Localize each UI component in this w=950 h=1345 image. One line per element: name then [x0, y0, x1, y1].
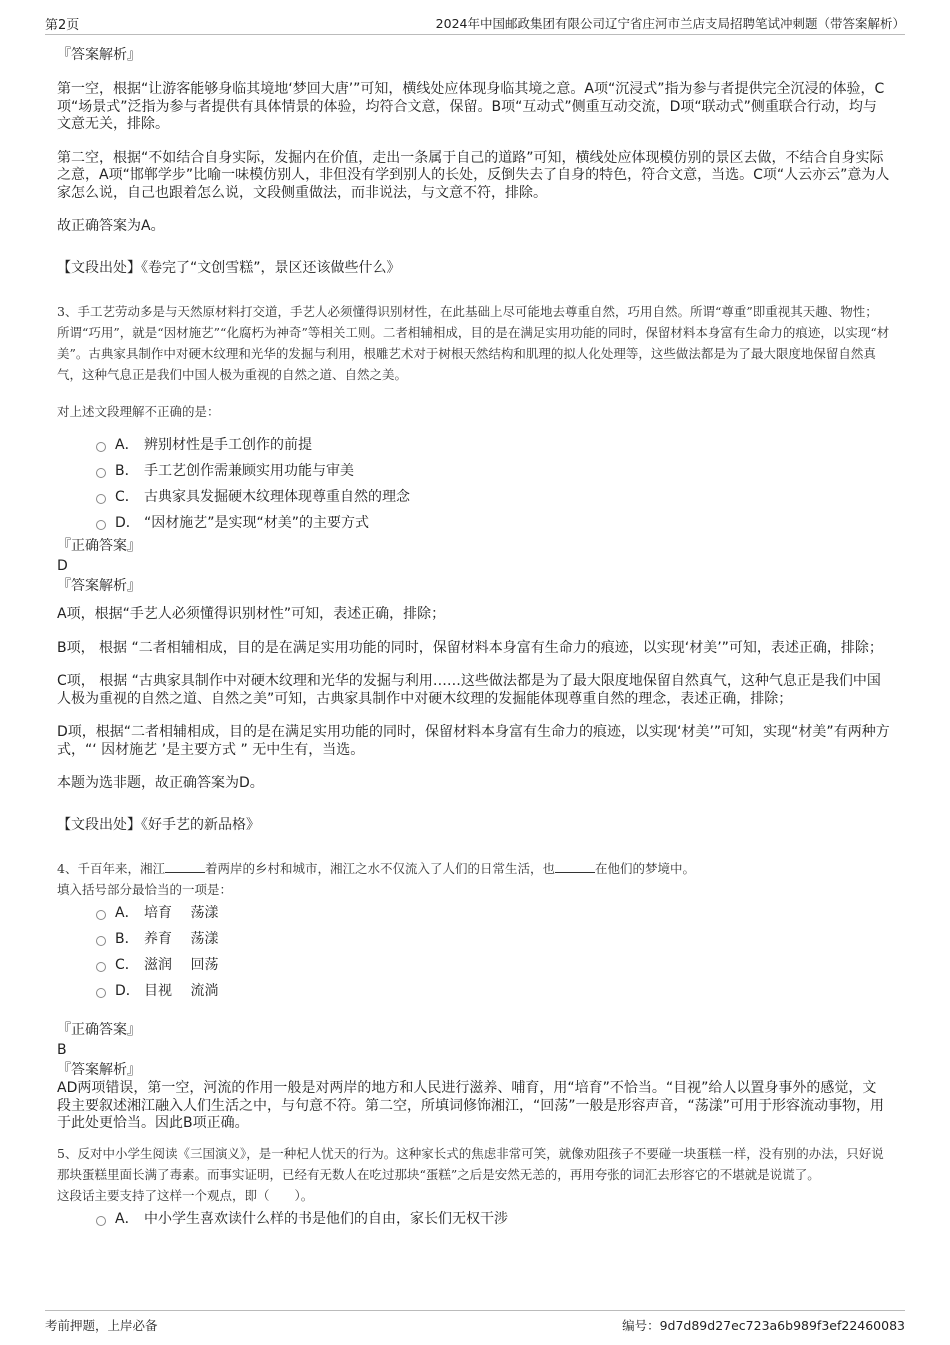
analysis-paragraph: 第一空，根据“让游客能够身临其境地‘梦回大唐’”可知，横线处应体现身临其境之意。A项“沉浸式”指为参与者提供完全沉浸的体验，C项“场景式”泛指为参与者提供有具体情景的体验，均符合文意，保留。B项“互动式”侧重互动交流，D项“联动式”侧重联合行动，均与文意无关，排除。 — [57, 81, 885, 132]
question-3-prompt: 对上述文段理解不正确的是： — [57, 404, 220, 419]
passage-source: 【文段出处】《卷完了“文创雪糕”，景区还该做些什么》 — [57, 259, 401, 276]
correct-answer: B — [57, 1042, 67, 1058]
footer-slogan: 考前押题，上岸必备 — [45, 1318, 158, 1333]
analysis-paragraph: 第二空，根据“不如结合自身实际，发掘内在价值，走出一条属于自己的道路”可知，横线处应体现模仿别的景区去做，不结合自身实际之意，A项“邯郸学步”比喻一味模仿别人，非但没有学到别人的长处，反倒失去了自身的特色，符合文意，当选。C项“人云亦云”意为人家怎么说，自己也跟着怎么说，文段侧重做法，而非说法，与文意不符，排除。 — [57, 149, 890, 201]
passage-source: 【文段出处】《好手艺的新品格》 — [57, 816, 260, 833]
page-number: 第2页 — [45, 18, 80, 33]
correct-answer-label: 『正确答案』 — [57, 538, 141, 554]
analysis-label: 『答案解析』 — [57, 1062, 141, 1078]
radio-button[interactable] — [96, 442, 106, 452]
document-title: 2024年中国邮政集团有限公司辽宁省庄河市兰店支局招聘笔试冲刺题（带答案解析） — [435, 16, 905, 31]
radio-button[interactable] — [96, 1216, 106, 1226]
document-id: 编号：9d7d89d27ec723a6b989f3ef22460083 — [622, 1318, 905, 1333]
radio-button[interactable] — [96, 468, 106, 478]
analysis-paragraph: B项， 根据 “二者相辅相成，目的是在满足实用功能的同时，保留材料本身富有生命力的痕迹，以实现‘材美’”可知，表述正确，排除； — [57, 639, 883, 656]
answer-conclusion: 本题为选非题，故正确答案为D。 — [57, 775, 264, 791]
option-a[interactable]: A． 培育 荡漾 — [57, 900, 890, 926]
question-3-stem: 3、手工艺劳动多是与天然原材料打交道，手艺人必须懂得识别材性，在此基础上尽可能地去尊重自然，巧用自然。所谓“尊重”即重视其天趣、物性；所谓“巧用”，就是“因材施艺”“化腐朽为神奇”等相关工则。二者相辅相成，目的是在满足实用功能的同时，保留材料本身富有生命力的痕迹，以实现“材美”。古典家具制作中对硬木纹理和光华的发掘与利用，根雕艺术对于树根天然结构和肌理的拟人化处理等，这些做法都是为了最大限度地保留自然真气，这种气息正是我们中国人极为重视的自然之道、自然之美。 — [57, 304, 890, 382]
radio-button[interactable] — [96, 988, 106, 998]
question-5-prompt: 这段话主要支持了这样一个观点，即（ ）。 — [57, 1187, 314, 1203]
question-4-prompt: 填入括号部分最恰当的一项是： — [57, 882, 233, 897]
analysis-paragraph: C项， 根据 “古典家具制作中对硬木纹理和光华的发掘与利用……这些做法都是为了最大限度地保留自然真气，这种气息正是我们中国人极为重视的自然之道、自然之美”可知，古典家具制作中对硬木纹理的发掘能体现尊重自然的理念，表述正确，排除； — [57, 673, 881, 707]
option-a[interactable]: A． 辨别材性是手工创作的前提 — [57, 432, 890, 458]
page-footer — [45, 1310, 905, 1341]
radio-button[interactable] — [96, 910, 106, 920]
analysis-paragraph: AD两项错误，第一空，河流的作用一般是对两岸的地方和人民进行滋养、哺育，用“培育”不恰当。“目视”给人以置身事外的感觉，文段主要叙述湘江融入人们生活之中，与句意不符。第二空，所填词修饰湘江，“回荡”一般是形容声音，“荡漾”可用于形容流动事物，用于此处更恰当。因此B项正确。 — [57, 1080, 885, 1131]
option-c[interactable]: C． 古典家具发掘硬木纹理体现尊重自然的理念 — [57, 484, 890, 510]
correct-answer: D — [57, 558, 68, 574]
option-b[interactable]: B． 手工艺创作需兼顾实用功能与审美 — [57, 458, 890, 484]
question-3-options — [57, 432, 890, 536]
radio-button[interactable] — [96, 962, 106, 972]
option-a[interactable]: A． 中小学生喜欢读什么样的书是他们的自由，家长们无权干涉 — [57, 1206, 890, 1232]
question-4-stem: 4、千百年来，湘江 着两岸的乡村和城市，湘江之水不仅流入了人们的日常生活，也 在他们的梦境中。 — [57, 861, 695, 876]
analysis-paragraph: A项，根据“手艺人必须懂得识别材性”可知，表述正确，排除； — [57, 606, 446, 622]
option-d[interactable]: D． “因材施艺”是实现“材美”的主要方式 — [57, 510, 890, 536]
page-header — [45, 12, 905, 35]
question-5-options — [57, 1206, 890, 1232]
option-b[interactable]: B． 养育 荡漾 — [57, 926, 890, 952]
analysis-label: 『答案解析』 — [57, 578, 141, 594]
question-5-stem: 5、反对中小学生阅读《三国演义》，是一种杞人忧天的行为。这种家长式的焦虑非常可笑，就像劝阻孩子不要碰一块蛋糕一样，没有别的办法，只好说那块蛋糕里面长满了毒素。而事实证明，已经有无数人在吃过那块“蛋糕”之后是安然无恙的，再用夸张的词汇去形容它的不堪就是说谎了。 — [57, 1145, 884, 1182]
option-d[interactable]: D． 目视 流淌 — [57, 978, 890, 1004]
radio-button[interactable] — [96, 520, 106, 530]
question-4-options — [57, 900, 890, 1004]
fill-blank — [555, 860, 595, 873]
document-body — [57, 45, 890, 1232]
analysis-label: 『答案解析』 — [57, 47, 141, 63]
answer-conclusion: 故正确答案为A。 — [57, 218, 165, 234]
correct-answer-label: 『正确答案』 — [57, 1022, 141, 1038]
radio-button[interactable] — [96, 494, 106, 504]
analysis-paragraph: D项，根据“二者相辅相成，目的是在满足实用功能的同时，保留材料本身富有生命力的痕迹，以实现‘材美’”可知，实现“材美”有两种方式，“‘ 因材施艺 ’是主要方式 ” 无中生有，当选。 — [57, 724, 890, 758]
radio-button[interactable] — [96, 936, 106, 946]
option-c[interactable]: C． 滋润 回荡 — [57, 952, 890, 978]
fill-blank — [165, 860, 205, 873]
